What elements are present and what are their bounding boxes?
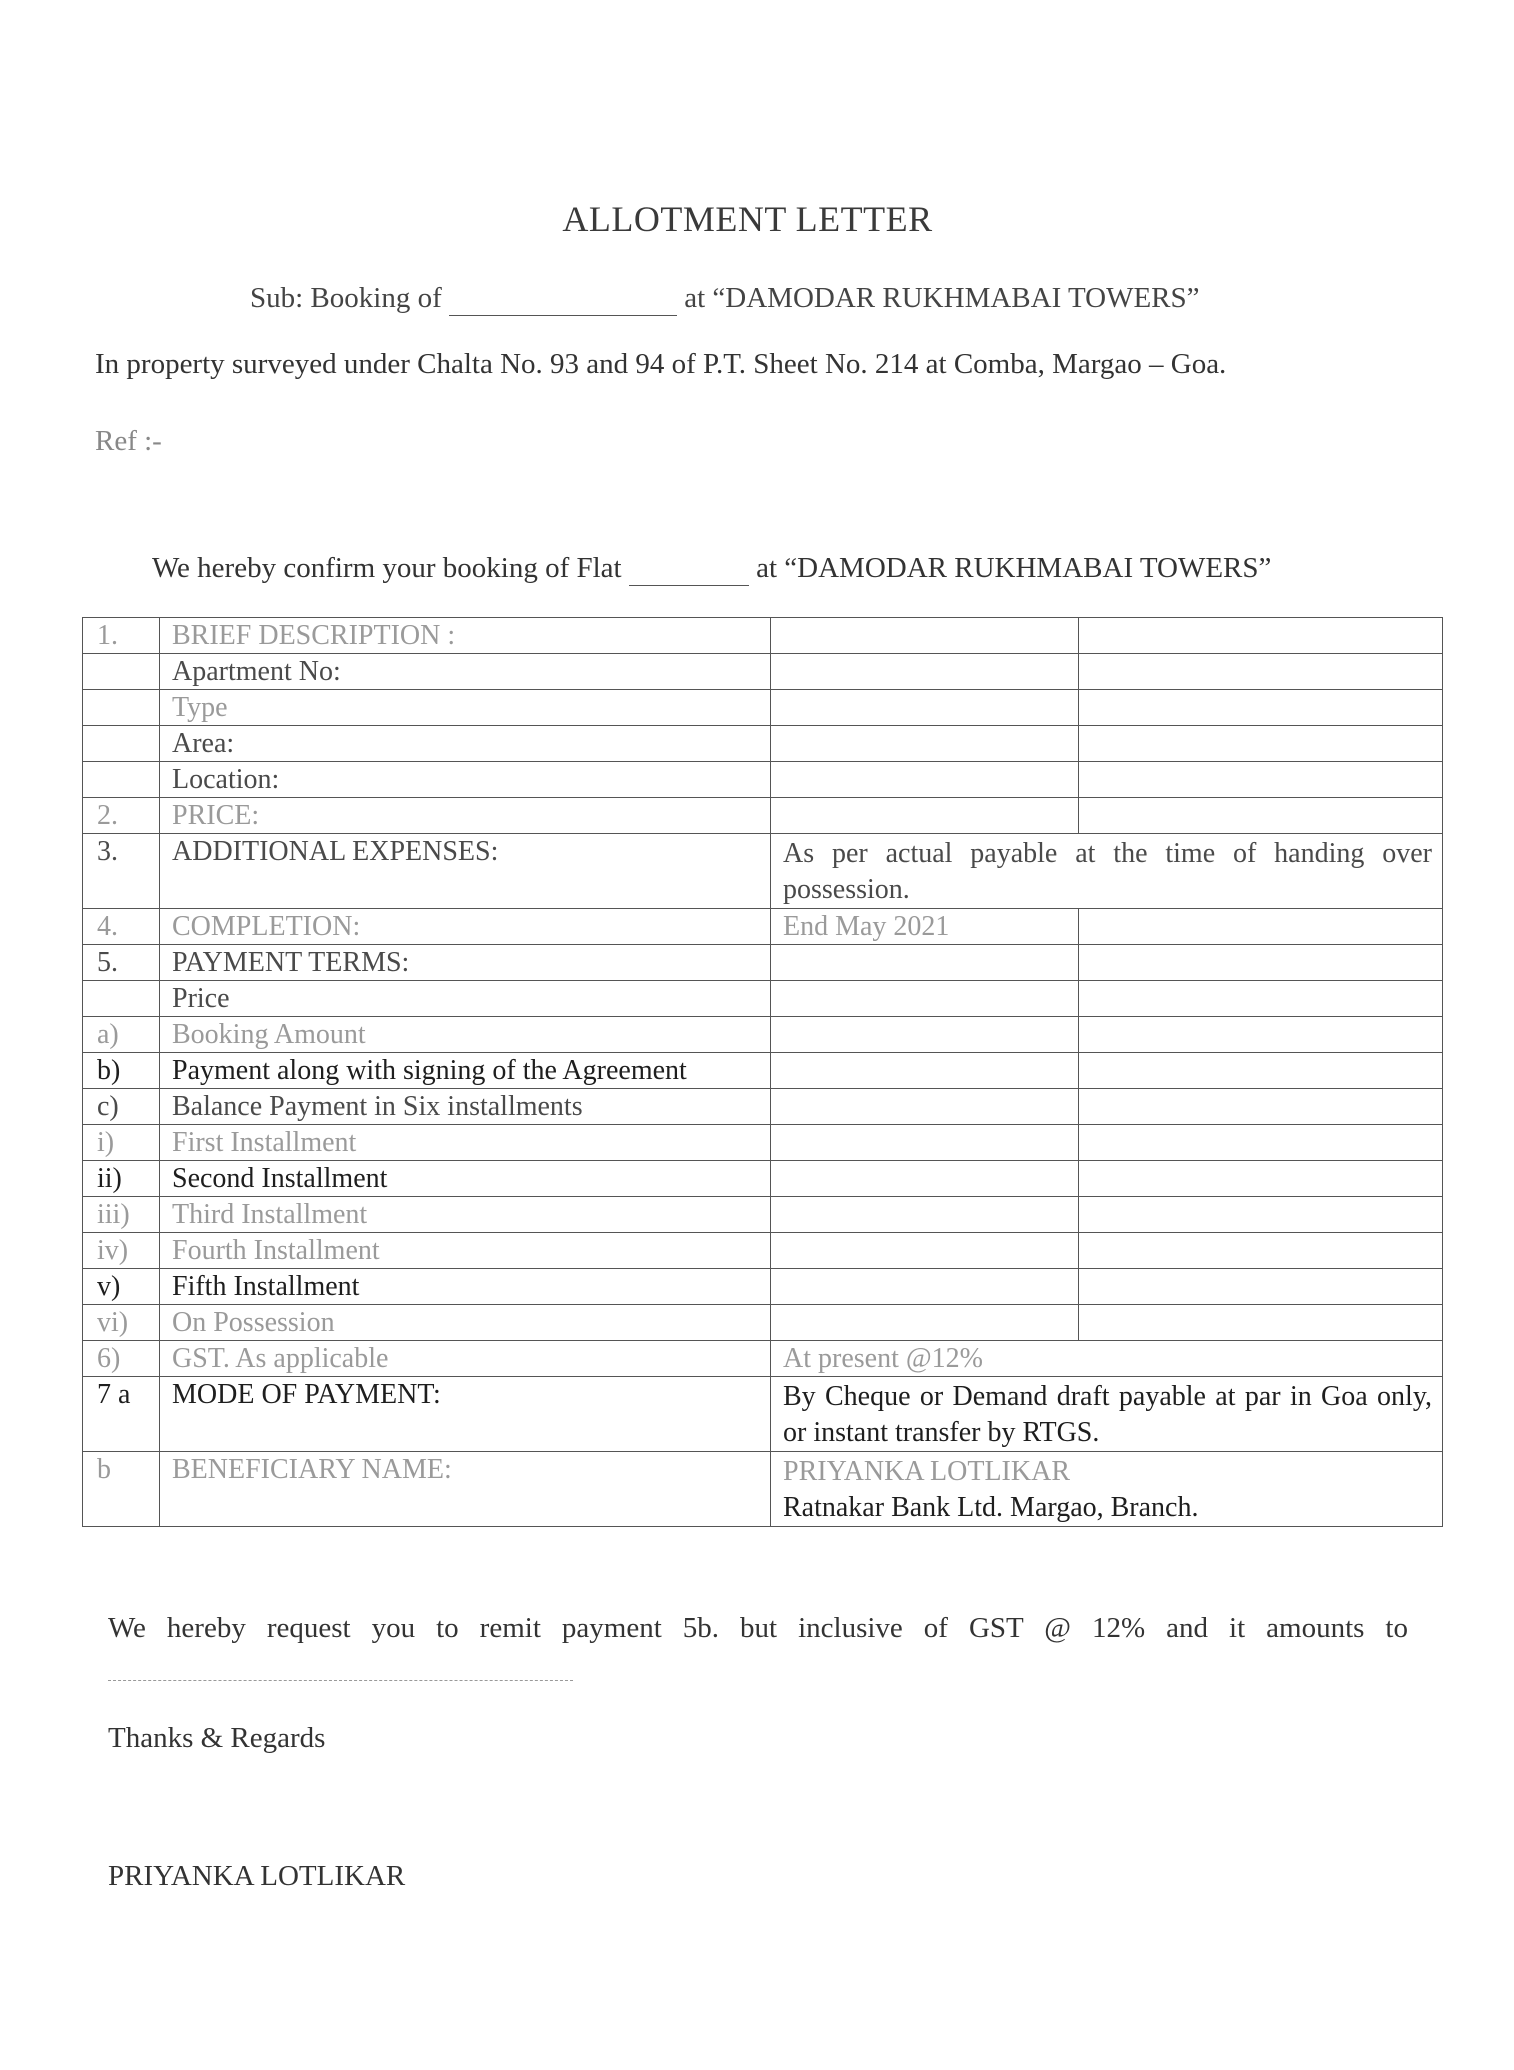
table-row [83,1053,1443,1089]
row-value [771,1452,1443,1527]
row-extra [1079,945,1443,981]
row-extra [1079,1053,1443,1089]
table-row [83,798,1443,834]
row-label: PRICE: [160,798,771,834]
row-number [83,762,160,798]
row-value [771,981,1079,1017]
row-extra [1079,1125,1443,1161]
row-number [83,690,160,726]
row-value [771,1197,1079,1233]
row-value [771,762,1079,798]
table-row [83,1125,1443,1161]
table-row [83,834,1443,909]
row-value [771,618,1079,654]
row-extra [1079,909,1443,945]
allotment-table [82,617,1443,1527]
row-number [83,981,160,1017]
table-row [83,1161,1443,1197]
row-value [771,1017,1079,1053]
table-row [83,690,1443,726]
row-extra [1079,690,1443,726]
row-extra [1079,981,1443,1017]
row-value [771,1125,1079,1161]
table-row [83,1305,1443,1341]
row-number: iv) [83,1233,160,1269]
table-row [83,654,1443,690]
signatory-name: PRIYANKA LOTLIKAR [108,1860,406,1892]
row-label: Balance Payment in Six installments [160,1089,771,1125]
row-value [771,1053,1079,1089]
row-label: Fourth Installment [160,1233,771,1269]
table-row [83,945,1443,981]
row-extra [1079,1269,1443,1305]
row-number: b [83,1452,160,1527]
row-value [771,1161,1079,1197]
row-number: a) [83,1017,160,1053]
row-label: Third Installment [160,1197,771,1233]
row-number: 5. [83,945,160,981]
row-number: 6) [83,1341,160,1377]
subject-blank [449,282,677,316]
row-number: 2. [83,798,160,834]
row-extra [1079,654,1443,690]
table-row [83,1233,1443,1269]
row-label: ADDITIONAL EXPENSES: [160,834,771,909]
row-label: Fifth Installment [160,1269,771,1305]
request-paragraph: We hereby request you to remit payment 5b. but inclusive of GST @ 12% and it amounts to [108,1612,1408,1644]
row-value [771,690,1079,726]
amount-blank [108,1680,573,1681]
table-row [83,1089,1443,1125]
row-value [771,798,1079,834]
row-value [771,726,1079,762]
row-label: GST. As applicable [160,1341,771,1377]
row-label: Price [160,981,771,1017]
row-label: Location: [160,762,771,798]
row-label: COMPLETION: [160,909,771,945]
row-label: On Possession [160,1305,771,1341]
table-row [83,762,1443,798]
row-label: Type [160,690,771,726]
row-extra [1079,1233,1443,1269]
row-label: Apartment No: [160,654,771,690]
row-number [83,726,160,762]
row-value [771,1089,1079,1125]
table-row [83,1017,1443,1053]
row-number [83,654,160,690]
reference-line: Ref :- [95,425,162,457]
row-number: i) [83,1125,160,1161]
subject-line [250,282,1200,316]
table-row [83,1197,1443,1233]
row-extra [1079,1161,1443,1197]
row-label: Area: [160,726,771,762]
row-label: Payment along with signing of the Agreement [160,1053,771,1089]
row-value [771,654,1079,690]
row-value [771,1305,1079,1341]
row-value [771,1233,1079,1269]
row-extra [1079,762,1443,798]
row-number: ii) [83,1161,160,1197]
table-row [83,1452,1443,1527]
confirm-prefix: We hereby confirm your booking of Flat [152,552,622,584]
row-extra [1079,1089,1443,1125]
confirm-suffix: at “DAMODAR RUKHMABAI TOWERS” [756,552,1272,584]
row-number: vi) [83,1305,160,1341]
table-row [83,618,1443,654]
row-number: b) [83,1053,160,1089]
row-value [771,945,1079,981]
row-number: 3. [83,834,160,909]
flat-blank [629,552,749,586]
beneficiary-name: PRIYANKA LOTLIKAR [783,1456,1070,1487]
row-extra [1079,726,1443,762]
row-label: BRIEF DESCRIPTION : [160,618,771,654]
row-label: Second Installment [160,1161,771,1197]
row-extra [1079,1017,1443,1053]
closing-line: Thanks & Regards [108,1722,326,1754]
row-label: Booking Amount [160,1017,771,1053]
row-value: At present @12% [771,1341,1443,1377]
table-row [83,726,1443,762]
subject-suffix: at “DAMODAR RUKHMABAI TOWERS” [684,282,1200,314]
row-value [771,1269,1079,1305]
row-value: By Cheque or Demand draft payable at par in Goa only, or instant transfer by RTGS. [771,1377,1443,1452]
row-number: 4. [83,909,160,945]
row-value: End May 2021 [771,909,1079,945]
row-extra [1079,618,1443,654]
row-number: 7 a [83,1377,160,1452]
row-value: As per actual payable at the time of handing over possession. [771,834,1443,909]
table-row [83,1341,1443,1377]
document-title: ALLOTMENT LETTER [562,199,933,239]
row-number: iii) [83,1197,160,1233]
beneficiary-bank: Ratnakar Bank Ltd. Margao, Branch. [783,1492,1199,1523]
table-row [83,1377,1443,1452]
row-label: BENEFICIARY NAME: [160,1452,771,1527]
row-extra [1079,798,1443,834]
row-label: First Installment [160,1125,771,1161]
table-row [83,1269,1443,1305]
confirmation-line [152,552,1271,586]
row-number: c) [83,1089,160,1125]
table-row [83,981,1443,1017]
row-label: PAYMENT TERMS: [160,945,771,981]
row-number: 1. [83,618,160,654]
row-label: MODE OF PAYMENT: [160,1377,771,1452]
property-line: In property surveyed under Chalta No. 93 and 94 of P.T. Sheet No. 214 at Comba, Margao – Goa. [95,348,1227,380]
table-row [83,909,1443,945]
row-extra [1079,1197,1443,1233]
subject-prefix: Sub: Booking of [250,282,442,314]
row-extra [1079,1305,1443,1341]
row-number: v) [83,1269,160,1305]
